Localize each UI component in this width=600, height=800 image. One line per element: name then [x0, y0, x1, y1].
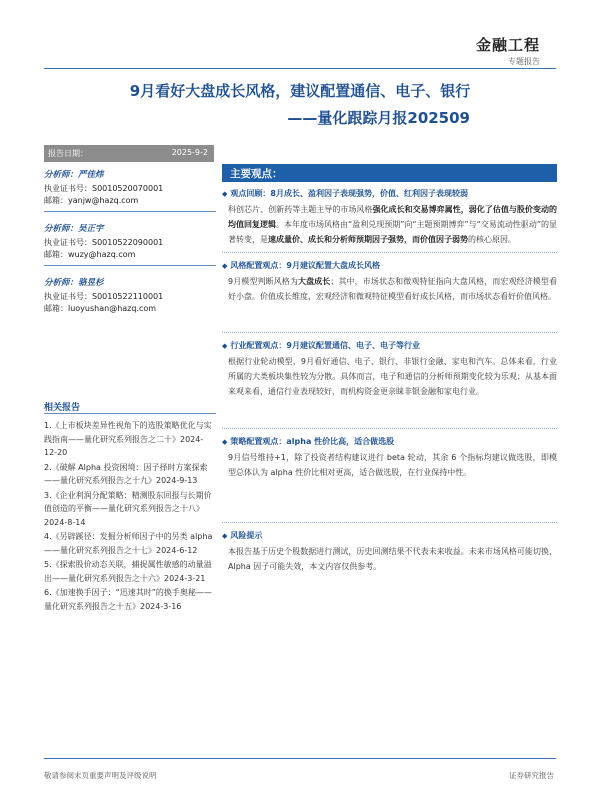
related-report-item[interactable]: 1.《上市板块差异性视角下的选股策略优化与实践指南——量化研究系列报告之二十》2024-12-20	[44, 421, 212, 457]
report-date-value: 2025-9-2	[171, 148, 208, 157]
body-text: 的核心原因。	[468, 235, 516, 244]
emphasis-text: 强化成长和交易博弈属性，弱化了估值与股价变动的均值回复逻辑	[228, 205, 558, 229]
section-title: 观点回顾：8月成长、盈利因子表现强势，价值、红利因子表现较弱	[230, 189, 468, 198]
section-divider	[222, 428, 557, 429]
analyst-card	[44, 168, 216, 212]
report-date-bar	[44, 145, 214, 162]
section-title: 策略配置观点：alpha 性价比高，适合做选股	[230, 437, 395, 446]
section-industry	[222, 338, 557, 399]
analyst-email[interactable]: 邮箱：luoyushan@hazq.com	[44, 304, 157, 313]
analyst-divider	[44, 265, 216, 266]
section-body	[222, 354, 557, 399]
section-body	[222, 544, 557, 574]
body-text: 本报告基于历史个股数据进行测试，历史回测结果不代表未来收益。未来市场风格可能切换，Alpha 因子可能失效，本文内容仅供参考。	[228, 547, 557, 571]
body-text: 9月信号维持+1，除了投资者结构建议进行 beta 轮动，其余 6 个指标均建议做选股，即模型总体认为 alpha 性价比相对更高，适合做选股，在行业保持中性。	[228, 453, 557, 477]
report-date-label: 报告日期：	[48, 149, 88, 158]
analyst-card	[44, 222, 216, 266]
header-divider	[44, 68, 556, 69]
analyst-cert: 执业证书号：S0010520070001	[44, 184, 164, 193]
section-title: 行业配置观点：9月建议配置通信、电子、电子等行业	[230, 341, 420, 350]
section-risk	[222, 528, 557, 574]
body-text: 科创芯片、创新药等主题主导的市场风格	[228, 205, 373, 214]
related-report-item[interactable]: 6.《加速换手因子：“迅速其时”的换手奥秘——量化研究系列报告之十五》2024-3-16	[44, 588, 212, 611]
body-text: ；其中，市场状态和微观特征指向大盘风格，而宏观经济模型看好小盘。价值成长维度，宏观经济和微观特征模型看好成长风格，而市场状态看好价值风格。	[228, 277, 557, 301]
bullet-triangle-icon: ◆	[222, 342, 228, 350]
footer-label: 证券研究报告	[509, 771, 554, 780]
analyst-email[interactable]: 邮箱：yanjw@hazq.com	[44, 196, 139, 205]
analyst-card	[44, 276, 216, 315]
section-divider	[222, 252, 557, 253]
section-title: 风险提示	[230, 531, 263, 540]
analyst-cert: 执业证书号：S0010522090001	[44, 238, 164, 247]
bullet-triangle-icon: ◆	[222, 438, 228, 446]
bullet-triangle-icon: ◆	[222, 190, 228, 198]
bullet-triangle-icon: ◆	[222, 262, 228, 270]
emphasis-text: 速成量价、成长和分析师预期因子强势，而价值因子弱势	[268, 235, 468, 244]
section-title: 风格配置观点：9月建议配置大盘成长风格	[230, 261, 380, 270]
analyst-name: 分析师：严佳炜	[44, 170, 104, 180]
analyst-name: 分析师：吴正宇	[44, 224, 104, 234]
report-title: 9月看好大盘成长风格，建议配置通信、电子、银行	[129, 82, 471, 100]
related-reports-list	[44, 419, 216, 614]
section-body	[222, 202, 557, 247]
analyst-name: 分析师：骆昱杉	[44, 278, 104, 288]
related-report-item[interactable]: 2.《破解 Alpha 投资困境：因子择时方案探索——量化研究系列报告之十九》2024-9-13	[44, 462, 208, 485]
brand-title: 金融工程	[475, 36, 540, 54]
doc-type-label: 专题报告	[508, 57, 540, 66]
section-divider	[222, 522, 557, 523]
section-body	[222, 450, 557, 480]
analyst-cert: 执业证书号：S0010522110001	[44, 292, 164, 301]
section-body	[222, 274, 557, 304]
body-text: 根据行业轮动模型，9月看好通信、电子、银行、非银行金融、家电和汽车。总体来看，行业所属的大类板块集性较为分散。具体而言，电子和通信的分析师预期变化较为乐观；从基本面来观来看，通信行业表现较好，而机构资金更亲睐非银金融和家电行业。	[228, 357, 557, 396]
related-report-item[interactable]: 5.《探索股价动态关联，捕捉属性敏感的动量溢出——量化研究系列报告之十六》2024-3-21	[44, 560, 212, 583]
bullet-triangle-icon: ◆	[222, 532, 228, 540]
report-subtitle: ——量化跟踪月报202509	[287, 109, 470, 127]
emphasis-text: 大盘成长	[297, 277, 331, 286]
analyst-email[interactable]: 邮箱：wuzy@hazq.com	[44, 250, 136, 259]
related-divider	[44, 413, 216, 414]
key-points-heading: 主要观点：	[230, 168, 283, 180]
footer-divider	[44, 758, 556, 759]
related-report-item[interactable]: 4.《另辟蹊径：发掘分析师因子中的另类 alpha——量化研究系列报告之十七》2024-6-12	[44, 532, 213, 555]
body-text: 。本年度市场风格由“盈利兑现预期”向“主题预期博弈”与“交易流动性驱动”的显著转变，是	[228, 220, 558, 244]
related-report-item[interactable]: 3.《企业利润分配策略：精测股东回报与长期价值创造的平衡——量化研究系列报告之十八》2024-8-14	[44, 490, 212, 527]
section-review	[222, 186, 557, 247]
section-strategy	[222, 434, 557, 480]
body-text: 9月模型判断风格为	[228, 277, 298, 286]
section-divider	[222, 332, 557, 333]
section-style	[222, 258, 557, 304]
footer-disclaimer: 敬请参阅末页重要声明及评级说明	[44, 771, 157, 780]
related-reports-heading: 相关报告	[44, 403, 81, 413]
analyst-divider	[44, 211, 216, 212]
